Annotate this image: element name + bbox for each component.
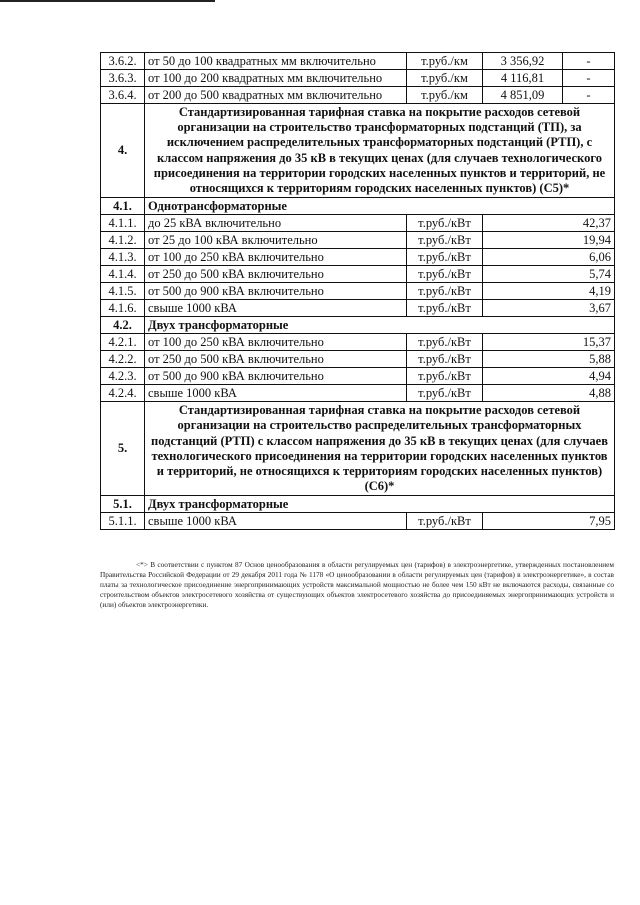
- row-value: 42,37: [483, 215, 615, 232]
- row-value: 4 116,81: [483, 70, 563, 87]
- row-name: от 250 до 500 кВА включительно: [145, 266, 407, 283]
- row-unit: т.руб./кВт: [407, 232, 483, 249]
- group-number: 5.1.: [101, 496, 145, 513]
- row-name: от 100 до 250 кВА включительно: [145, 249, 407, 266]
- row-number: 4.2.1.: [101, 334, 145, 351]
- row-number: 4.1.3.: [101, 249, 145, 266]
- row-unit: т.руб./кВт: [407, 215, 483, 232]
- row-value: 15,37: [483, 334, 615, 351]
- row-number: 4.2.2.: [101, 351, 145, 368]
- row-number: 3.6.3.: [101, 70, 145, 87]
- top-rule: [0, 0, 215, 2]
- row-number: 4.2.4.: [101, 385, 145, 402]
- row-number: 4.1.1.: [101, 215, 145, 232]
- row-value: 4,19: [483, 283, 615, 300]
- row-name: свыше 1000 кВА: [145, 513, 407, 530]
- footnote-text: <*> В соответствии с пунктом 87 Основ ценообразования в области регулируемых цен (тарифов) в электроэнергетике, утвержденных постановлением Правительства Российской Федерации от 29 декабря 2011 года № 1178 «О ценообразовании в области регулируемых цен (тарифов) в электроэнергетике», в состав платы за технологическое присоединение энергопринимающих устройств максимальной мощностью не более чем 150 кВт не включаются расходы, связанные со строительством объектов электросетевого хозяйства от существующих объектов электросетевого хозяйства до присоединяемых энергопринимающих устройств и (или) объектов электроэнергетики.: [100, 560, 614, 609]
- row-unit: т.руб./кВт: [407, 368, 483, 385]
- group-label: Двух трансформаторные: [145, 317, 615, 334]
- table-row: [101, 385, 615, 402]
- row-name: до 25 кВА включительно: [145, 215, 407, 232]
- row-unit: т.руб./кВт: [407, 351, 483, 368]
- row-name: от 250 до 500 кВА включительно: [145, 351, 407, 368]
- table-row: [101, 283, 615, 300]
- row-number: 5.1.1.: [101, 513, 145, 530]
- row-number: 3.6.4.: [101, 87, 145, 104]
- row-value-2: -: [563, 53, 615, 70]
- row-value: 5,74: [483, 266, 615, 283]
- table-row: [101, 53, 615, 70]
- section-number: 4.: [101, 104, 145, 198]
- row-unit: т.руб./км: [407, 53, 483, 70]
- row-unit: т.руб./кВт: [407, 283, 483, 300]
- section-number: 5.: [101, 402, 145, 496]
- row-unit: т.руб./кВт: [407, 513, 483, 530]
- row-name: от 100 до 250 кВА включительно: [145, 334, 407, 351]
- row-number: 4.1.4.: [101, 266, 145, 283]
- row-unit: т.руб./кВт: [407, 385, 483, 402]
- table-row: [101, 249, 615, 266]
- row-number: 4.1.5.: [101, 283, 145, 300]
- row-value: 4 851,09: [483, 87, 563, 104]
- row-value-2: -: [563, 70, 615, 87]
- row-value: 19,94: [483, 232, 615, 249]
- group-label: Двух трансформаторные: [145, 496, 615, 513]
- tariff-table: [100, 52, 615, 530]
- row-name: от 100 до 200 квадратных мм включительно: [145, 70, 407, 87]
- table-row: [101, 334, 615, 351]
- row-value-2: -: [563, 87, 615, 104]
- section-title: Стандартизированная тарифная ставка на покрытие расходов сетевой организации на строительство трансформаторных подстанций (ТП), за исключением распределительных трансформаторных подстанций (РТП), с классом напряжения до 35 кВ в текущих ценах (для случаев технологического присоединения на территории городских населенных пунктов и территорий, не относящихся к территориям городских населенных пунктов) (С5)*: [145, 104, 615, 198]
- row-name: свыше 1000 кВА: [145, 300, 407, 317]
- table-row: [101, 368, 615, 385]
- group-header: [101, 317, 615, 334]
- section-header: [101, 402, 615, 496]
- row-unit: т.руб./км: [407, 70, 483, 87]
- row-value: 7,95: [483, 513, 615, 530]
- row-unit: т.руб./кВт: [407, 249, 483, 266]
- footnote: [100, 560, 614, 610]
- table-row: [101, 513, 615, 530]
- row-name: от 500 до 900 кВА включительно: [145, 368, 407, 385]
- row-value: 4,94: [483, 368, 615, 385]
- group-header: [101, 198, 615, 215]
- table-row: [101, 232, 615, 249]
- group-header: [101, 496, 615, 513]
- row-name: от 50 до 100 квадратных мм включительно: [145, 53, 407, 70]
- row-name: от 500 до 900 кВА включительно: [145, 283, 407, 300]
- table-row: [101, 351, 615, 368]
- table-row: [101, 300, 615, 317]
- row-value: 3 356,92: [483, 53, 563, 70]
- section-title: Стандартизированная тарифная ставка на покрытие расходов сетевой организации на строительство распределительных трансформаторных подстанций (РТП) с классом напряжения до 35 кВ в текущих ценах (для случаев технологического присоединения на территории городских населенных пунктов и территорий, не относящихся к территориям городских населенных пунктов) (С6)*: [145, 402, 615, 496]
- table-row: [101, 266, 615, 283]
- row-value: 4,88: [483, 385, 615, 402]
- group-number: 4.2.: [101, 317, 145, 334]
- section-header: [101, 104, 615, 198]
- row-value: 3,67: [483, 300, 615, 317]
- row-unit: т.руб./кВт: [407, 300, 483, 317]
- row-name: свыше 1000 кВА: [145, 385, 407, 402]
- row-unit: т.руб./кВт: [407, 334, 483, 351]
- table-row: [101, 215, 615, 232]
- row-number: 4.1.6.: [101, 300, 145, 317]
- row-number: 4.2.3.: [101, 368, 145, 385]
- row-name: от 200 до 500 квадратных мм включительно: [145, 87, 407, 104]
- row-unit: т.руб./кВт: [407, 266, 483, 283]
- group-label: Однотрансформаторные: [145, 198, 615, 215]
- row-number: 4.1.2.: [101, 232, 145, 249]
- table-row: [101, 87, 615, 104]
- table-row: [101, 70, 615, 87]
- row-unit: т.руб./км: [407, 87, 483, 104]
- group-number: 4.1.: [101, 198, 145, 215]
- row-value: 6,06: [483, 249, 615, 266]
- row-number: 3.6.2.: [101, 53, 145, 70]
- row-value: 5,88: [483, 351, 615, 368]
- row-name: от 25 до 100 кВА включительно: [145, 232, 407, 249]
